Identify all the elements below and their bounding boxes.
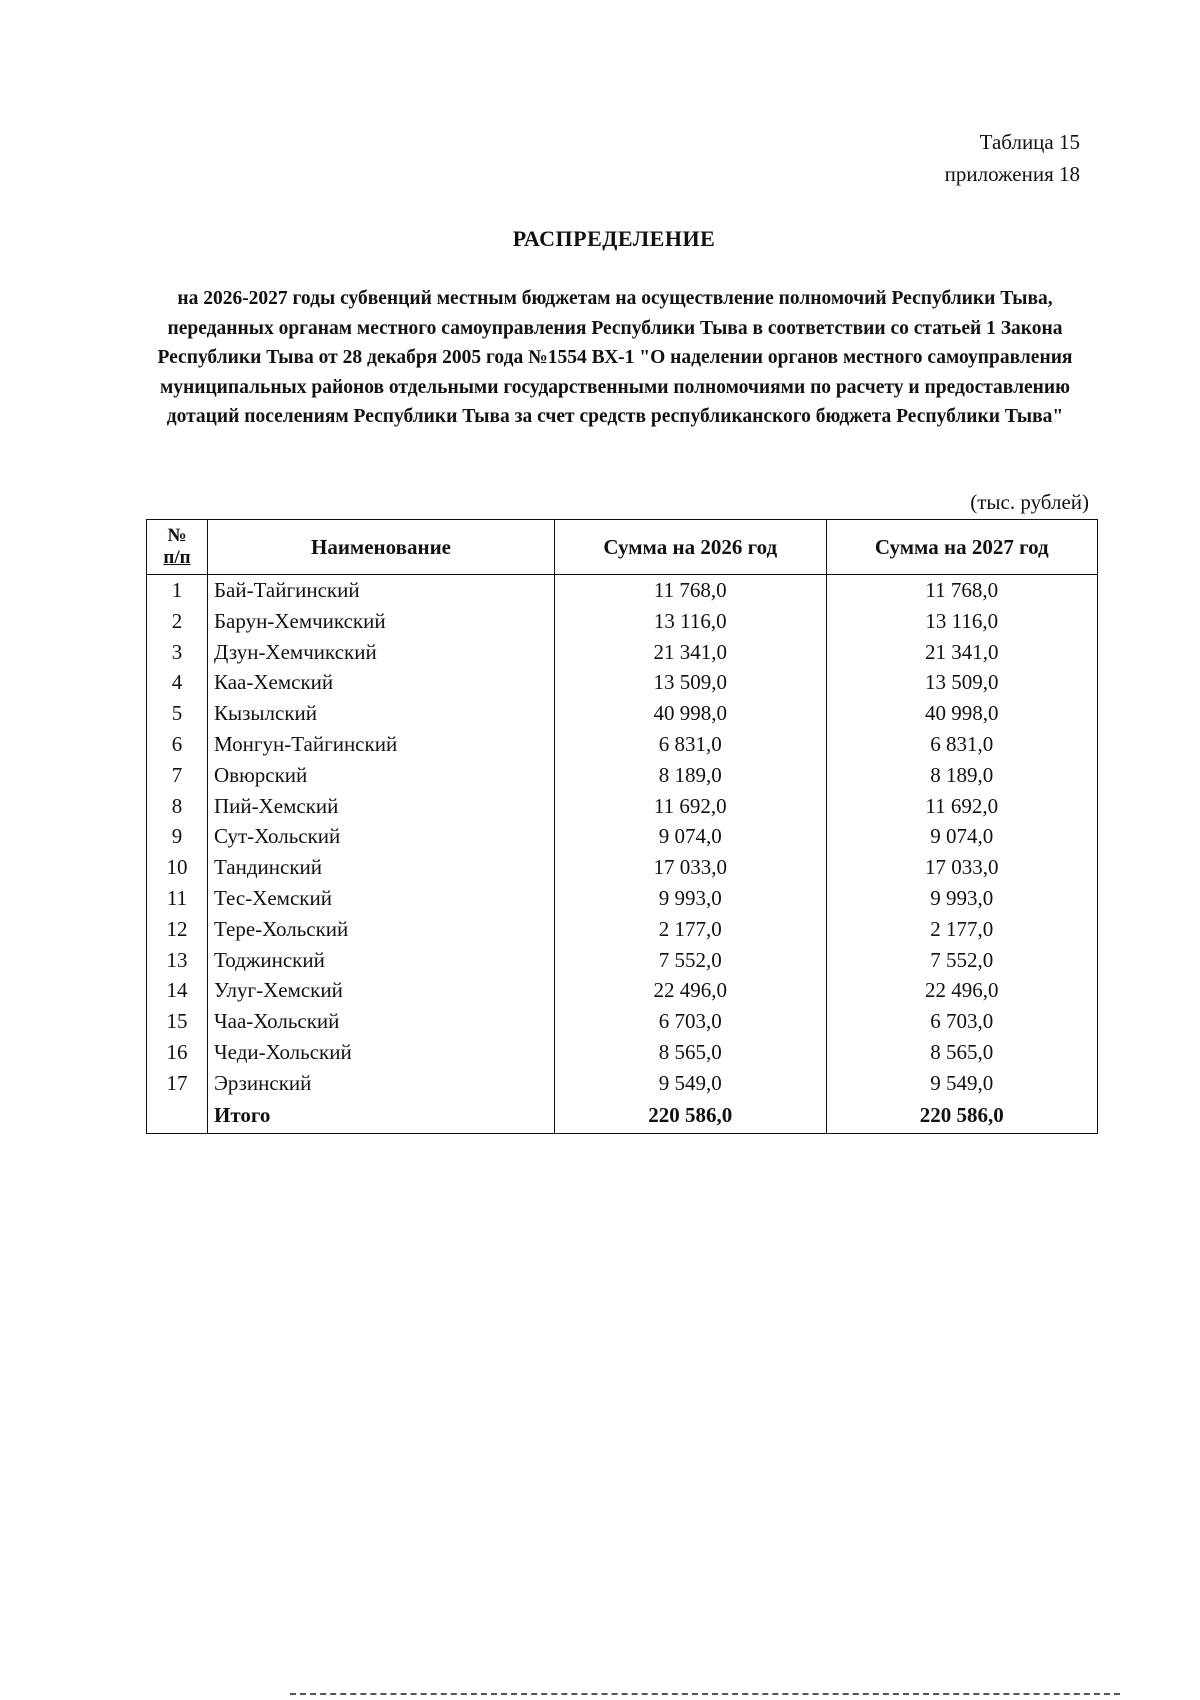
row-district-name: Кызылский [208, 698, 555, 729]
row-district-name: Тандинский [208, 852, 555, 883]
caption-appendix-number: приложения 18 [944, 162, 1080, 186]
row-sum-2026: 9 993,0 [555, 883, 827, 914]
row-sum-2026: 13 509,0 [555, 667, 827, 698]
row-sum-2027: 9 993,0 [826, 883, 1098, 914]
row-number: 1 [147, 575, 208, 606]
row-sum-2026: 11 692,0 [555, 791, 827, 822]
row-sum-2027: 8 565,0 [826, 1037, 1098, 1068]
row-sum-2026: 22 496,0 [555, 975, 827, 1006]
table-row [147, 791, 1098, 822]
units-label: (тыс. рублей) [970, 490, 1089, 514]
row-number: 15 [147, 1006, 208, 1037]
row-number: 4 [147, 667, 208, 698]
row-sum-2027: 6 831,0 [826, 729, 1098, 760]
table-row [147, 821, 1098, 852]
row-number: 6 [147, 729, 208, 760]
total-sum-2027: 220 586,0 [826, 1099, 1098, 1134]
row-number: 13 [147, 945, 208, 976]
row-number: 12 [147, 914, 208, 945]
row-district-name: Чеди-Хольский [208, 1037, 555, 1068]
row-district-name: Пий-Хемский [208, 791, 555, 822]
row-sum-2027: 9 549,0 [826, 1068, 1098, 1099]
header-sum-2026: Сумма на 2026 год [555, 520, 827, 575]
total-number-empty [147, 1099, 208, 1134]
row-sum-2027: 21 341,0 [826, 637, 1098, 668]
table-row [147, 667, 1098, 698]
row-sum-2026: 9 549,0 [555, 1068, 827, 1099]
row-sum-2026: 9 074,0 [555, 821, 827, 852]
row-number: 5 [147, 698, 208, 729]
table-row [147, 1037, 1098, 1068]
table-row [147, 883, 1098, 914]
row-sum-2026: 21 341,0 [555, 637, 827, 668]
row-number: 3 [147, 637, 208, 668]
row-number: 11 [147, 883, 208, 914]
table-row [147, 914, 1098, 945]
row-number: 7 [147, 760, 208, 791]
row-number: 9 [147, 821, 208, 852]
row-sum-2027: 40 998,0 [826, 698, 1098, 729]
row-sum-2027: 11 692,0 [826, 791, 1098, 822]
row-sum-2027: 11 768,0 [826, 575, 1098, 606]
row-sum-2026: 40 998,0 [555, 698, 827, 729]
row-district-name: Монгун-Тайгинский [208, 729, 555, 760]
table-header-row [147, 520, 1098, 575]
table-row [147, 975, 1098, 1006]
row-sum-2026: 13 116,0 [555, 606, 827, 637]
header-sum-2027: Сумма на 2027 год [826, 520, 1098, 575]
header-number-label: п/п [163, 547, 191, 568]
row-sum-2027: 17 033,0 [826, 852, 1098, 883]
table-row [147, 945, 1098, 976]
table-row [147, 698, 1098, 729]
row-sum-2027: 7 552,0 [826, 945, 1098, 976]
row-district-name: Улуг-Хемский [208, 975, 555, 1006]
row-sum-2027: 13 116,0 [826, 606, 1098, 637]
row-number: 14 [147, 975, 208, 1006]
table-row [147, 1068, 1098, 1099]
row-sum-2027: 2 177,0 [826, 914, 1098, 945]
row-district-name: Сут-Хольский [208, 821, 555, 852]
row-district-name: Тес-Хемский [208, 883, 555, 914]
row-sum-2026: 17 033,0 [555, 852, 827, 883]
row-district-name: Чаа-Хольский [208, 1006, 555, 1037]
total-sum-2026: 220 586,0 [555, 1099, 827, 1134]
header-number-symbol: № [167, 525, 187, 546]
row-district-name: Тере-Хольский [208, 914, 555, 945]
table-row [147, 760, 1098, 791]
row-district-name: Дзун-Хемчикский [208, 637, 555, 668]
row-sum-2026: 8 565,0 [555, 1037, 827, 1068]
table-row [147, 637, 1098, 668]
distribution-table [146, 519, 1098, 1134]
row-number: 2 [147, 606, 208, 637]
row-sum-2027: 13 509,0 [826, 667, 1098, 698]
row-district-name: Каа-Хемский [208, 667, 555, 698]
row-number: 17 [147, 1068, 208, 1099]
table-row [147, 575, 1098, 606]
document-title: РАСПРЕДЕЛЕНИЕ [512, 226, 716, 251]
row-sum-2026: 6 703,0 [555, 1006, 827, 1037]
row-district-name: Тоджинский [208, 945, 555, 976]
row-district-name: Бай-Тайгинский [208, 575, 555, 606]
row-number: 16 [147, 1037, 208, 1068]
row-sum-2026: 2 177,0 [555, 914, 827, 945]
total-label: Итого [208, 1099, 555, 1134]
row-sum-2026: 6 831,0 [555, 729, 827, 760]
table-total-row [147, 1099, 1098, 1134]
row-sum-2027: 8 189,0 [826, 760, 1098, 791]
document-subtitle: на 2026-2027 годы субвенций местным бюджетам на осуществление полномочий Республики Тыва, переданных органам местного самоуправления Республики Тыва в соответствии со статьей 1 Закона Республики Тыва от 28 декабря 2005 года №1554 ВХ-1 "О наделении органов местного самоуправления муниципальных районов отдельными государственными полномочиями по расчету и предоставлению дотаций поселениям Республики Тыва за счет средств республиканского бюджета Республики Тыва" [157, 288, 1073, 427]
table-body [147, 575, 1098, 1134]
row-district-name: Эрзинский [208, 1068, 555, 1099]
row-sum-2026: 11 768,0 [555, 575, 827, 606]
table-row [147, 1006, 1098, 1037]
scan-edge-dashes [290, 1693, 1120, 1695]
row-sum-2027: 9 074,0 [826, 821, 1098, 852]
caption-table-number: Таблица 15 [979, 130, 1080, 154]
table-row [147, 852, 1098, 883]
header-number [147, 520, 208, 575]
row-district-name: Овюрский [208, 760, 555, 791]
table-caption [945, 126, 1080, 190]
row-sum-2027: 6 703,0 [826, 1006, 1098, 1037]
table-row [147, 729, 1098, 760]
table-row [147, 606, 1098, 637]
row-sum-2026: 7 552,0 [555, 945, 827, 976]
row-number: 10 [147, 852, 208, 883]
row-sum-2026: 8 189,0 [555, 760, 827, 791]
row-sum-2027: 22 496,0 [826, 975, 1098, 1006]
row-district-name: Барун-Хемчикский [208, 606, 555, 637]
header-name: Наименование [208, 520, 555, 575]
row-number: 8 [147, 791, 208, 822]
